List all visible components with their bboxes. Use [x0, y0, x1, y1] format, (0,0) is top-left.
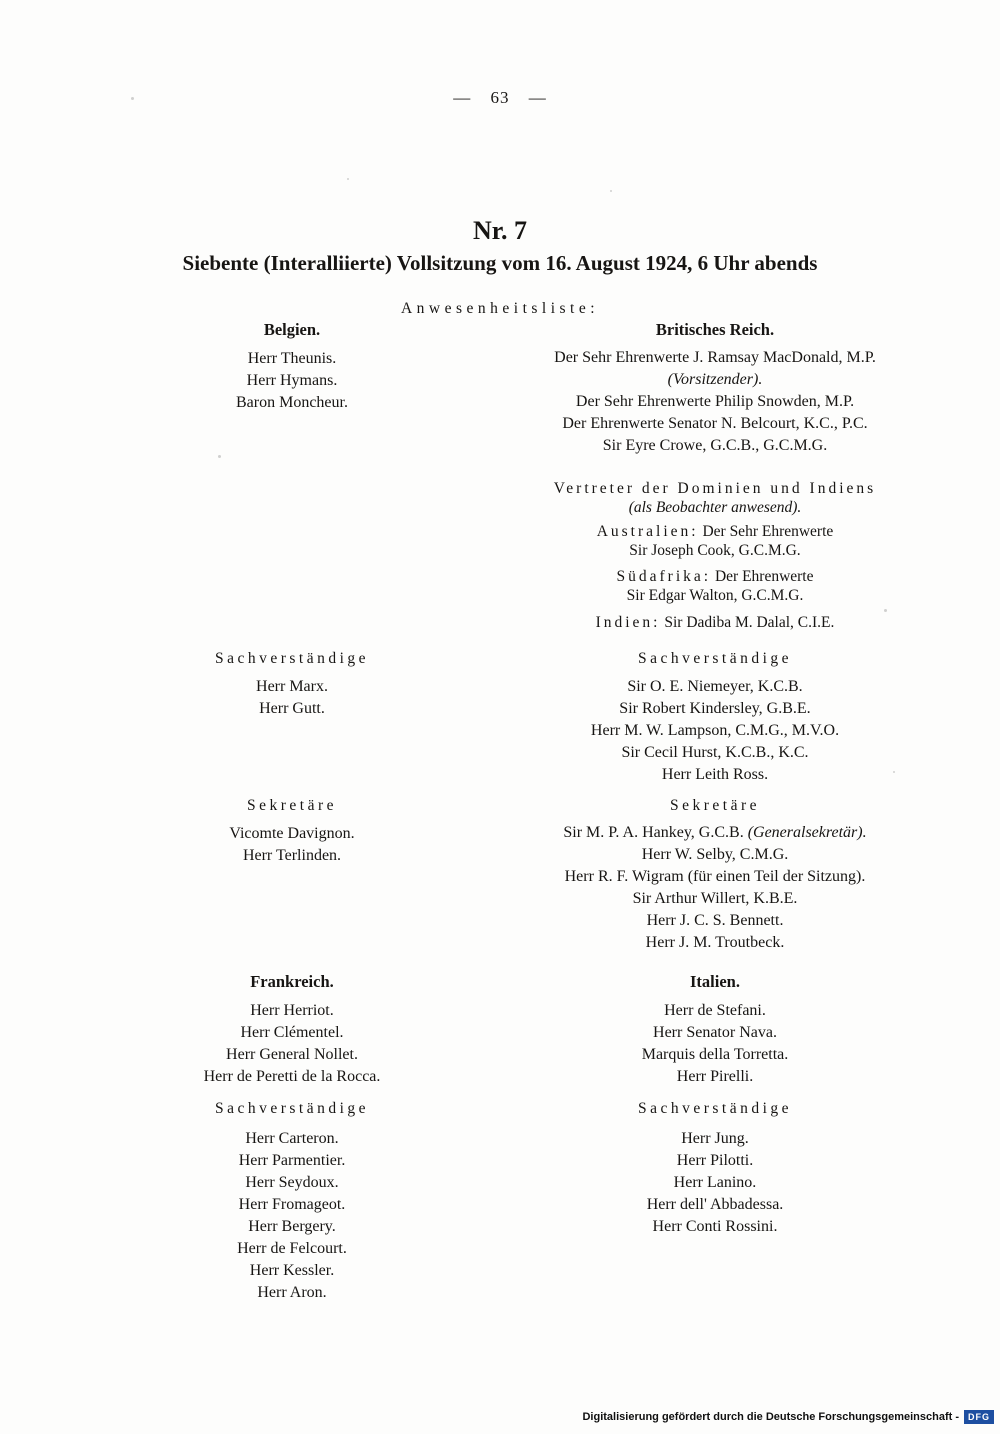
member-name: Herr Bergery. [248, 1218, 336, 1235]
dominions-subheading: (als Beobachter anwesend). [628, 499, 802, 516]
section-belgium [117, 320, 467, 414]
member-name: Herr R. F. Wigram (für einen Teil der Sitzung). [564, 868, 866, 885]
member-name: Herr Leith Ross. [661, 766, 769, 783]
member-name: Vicomte Davignon. [229, 825, 355, 842]
dominion-entry-australia [462, 522, 968, 560]
member-name: Sir Dadiba M. Dalal, C.I.E. [664, 614, 835, 631]
member-name: Herr Hymans. [246, 372, 338, 389]
country-heading-british-empire: Britisches Reich. [655, 320, 775, 339]
member-name: Herr de Felcourt. [237, 1240, 347, 1257]
dominion-entry-south-africa [462, 567, 968, 605]
dominion-text: Der Ehrenwerte [714, 568, 814, 585]
secretary-name: Sir M. P. A. Hankey, G.C.B. [563, 824, 744, 841]
secretaries-heading: Sekretäre [669, 797, 761, 814]
dominion-label: Südafrika: [616, 568, 712, 585]
member-name: Marquis della Torretta. [641, 1046, 789, 1063]
member-name: Sir Joseph Cook, G.C.M.G. [629, 542, 801, 559]
page-number: — 63 — [453, 88, 547, 107]
section-france-experts [117, 1100, 467, 1304]
member-name: Herr Carteron. [245, 1130, 339, 1147]
country-heading-italy: Italien. [690, 972, 740, 991]
member-name: Herr Clémentel. [240, 1024, 344, 1041]
member-name: Herr de Stefani. [664, 1002, 766, 1019]
member-name: Herr M. W. Lampson, C.M.G., M.V.O. [590, 722, 840, 739]
member-name: Herr Terlinden. [242, 847, 342, 864]
member-name [462, 822, 968, 844]
session-number-heading: Nr. 7 [473, 216, 527, 245]
member-name: Herr Fromageot. [238, 1196, 346, 1213]
member-name: Sir Edgar Walton, G.C.M.G. [626, 587, 804, 604]
section-british-experts [462, 650, 968, 786]
member-name: Herr Pirelli. [676, 1068, 754, 1085]
member-name: Herr J. C. S. Bennett. [646, 912, 784, 929]
experts-heading: Sachverständige [637, 1100, 793, 1117]
digitization-footer [582, 1410, 994, 1424]
member-name: Herr Marx. [256, 678, 328, 695]
scan-speck [610, 190, 612, 192]
dfg-logo: DFG [964, 1410, 994, 1424]
member-role: (Vorsitzender). [667, 371, 763, 388]
member-name: Der Sehr Ehrenwerte J. Ramsay MacDonald, M.P. [554, 349, 876, 366]
dominion-entry-india [462, 613, 968, 632]
member-name: Herr de Peretti de la Rocca. [203, 1068, 381, 1085]
member-name: Herr Theunis. [247, 350, 337, 367]
member-name: Herr Jung. [681, 1130, 749, 1147]
section-british-empire [462, 320, 968, 457]
member-name: Herr Seydoux. [245, 1174, 339, 1191]
session-title: Siebente (Interalliierte) Vollsitzung vom 16. August 1924, 6 Uhr abends [182, 251, 818, 275]
country-heading-belgium: Belgien. [263, 320, 321, 339]
member-name: Herr Pilotti. [676, 1152, 754, 1169]
section-france [117, 972, 467, 1088]
secretaries-heading: Sekretäre [246, 797, 338, 814]
member-name: Herr General Nollet. [226, 1046, 358, 1063]
section-italy [462, 972, 968, 1088]
attendance-list-label: Anwesenheitsliste: [400, 300, 600, 317]
section-italy-experts [462, 1100, 968, 1238]
member-name: Herr Parmentier. [238, 1152, 346, 1169]
country-heading-france: Frankreich. [250, 972, 334, 991]
dominion-text: Der Sehr Ehrenwerte [702, 523, 834, 540]
member-name: Sir Arthur Willert, K.B.E. [632, 890, 798, 907]
member-name: Herr Lanino. [673, 1174, 757, 1191]
section-dominions [462, 479, 968, 632]
member-name: Der Ehrenwerte Senator N. Belcourt, K.C., P.C. [562, 415, 868, 432]
scan-speck [347, 178, 349, 180]
member-name: Herr Gutt. [259, 700, 325, 717]
member-name: Herr Kessler. [249, 1262, 335, 1279]
digitization-credit-text: Digitalisierung gefördert durch die Deutsche Forschungsgemeinschaft - [582, 1411, 959, 1423]
scan-speck [218, 455, 221, 458]
member-name: Der Sehr Ehrenwerte Philip Snowden, M.P. [575, 393, 855, 410]
member-name: Sir Cecil Hurst, K.C.B., K.C. [621, 744, 809, 761]
experts-heading: Sachverständige [214, 1100, 370, 1117]
section-belgium-secretaries [117, 797, 467, 867]
secretary-role: (Generalsekretär). [747, 824, 867, 841]
experts-heading: Sachverständige [637, 650, 793, 667]
member-name: Herr Senator Nava. [653, 1024, 777, 1041]
experts-heading: Sachverständige [214, 650, 370, 667]
member-name: Herr W. Selby, C.M.G. [641, 846, 789, 863]
member-name: Herr Conti Rossini. [652, 1218, 778, 1235]
member-name: Sir Eyre Crowe, G.C.B., G.C.M.G. [602, 437, 828, 454]
member-name: Herr Aron. [257, 1284, 327, 1301]
section-belgium-experts [117, 650, 467, 720]
member-name: Herr J. M. Troutbeck. [645, 934, 785, 951]
member-name: Herr dell' Abbadessa. [646, 1196, 784, 1213]
dominion-label: Indien: [595, 614, 661, 631]
dominions-heading: Vertreter der Dominien und Indiens [553, 480, 877, 497]
member-name: Herr Herriot. [250, 1002, 334, 1019]
dominion-label: Australien: [596, 523, 699, 540]
member-name: Sir Robert Kindersley, G.B.E. [619, 700, 811, 717]
section-british-secretaries [462, 797, 968, 954]
member-name: Baron Moncheur. [236, 394, 348, 411]
member-name: Sir O. E. Niemeyer, K.C.B. [627, 678, 803, 695]
